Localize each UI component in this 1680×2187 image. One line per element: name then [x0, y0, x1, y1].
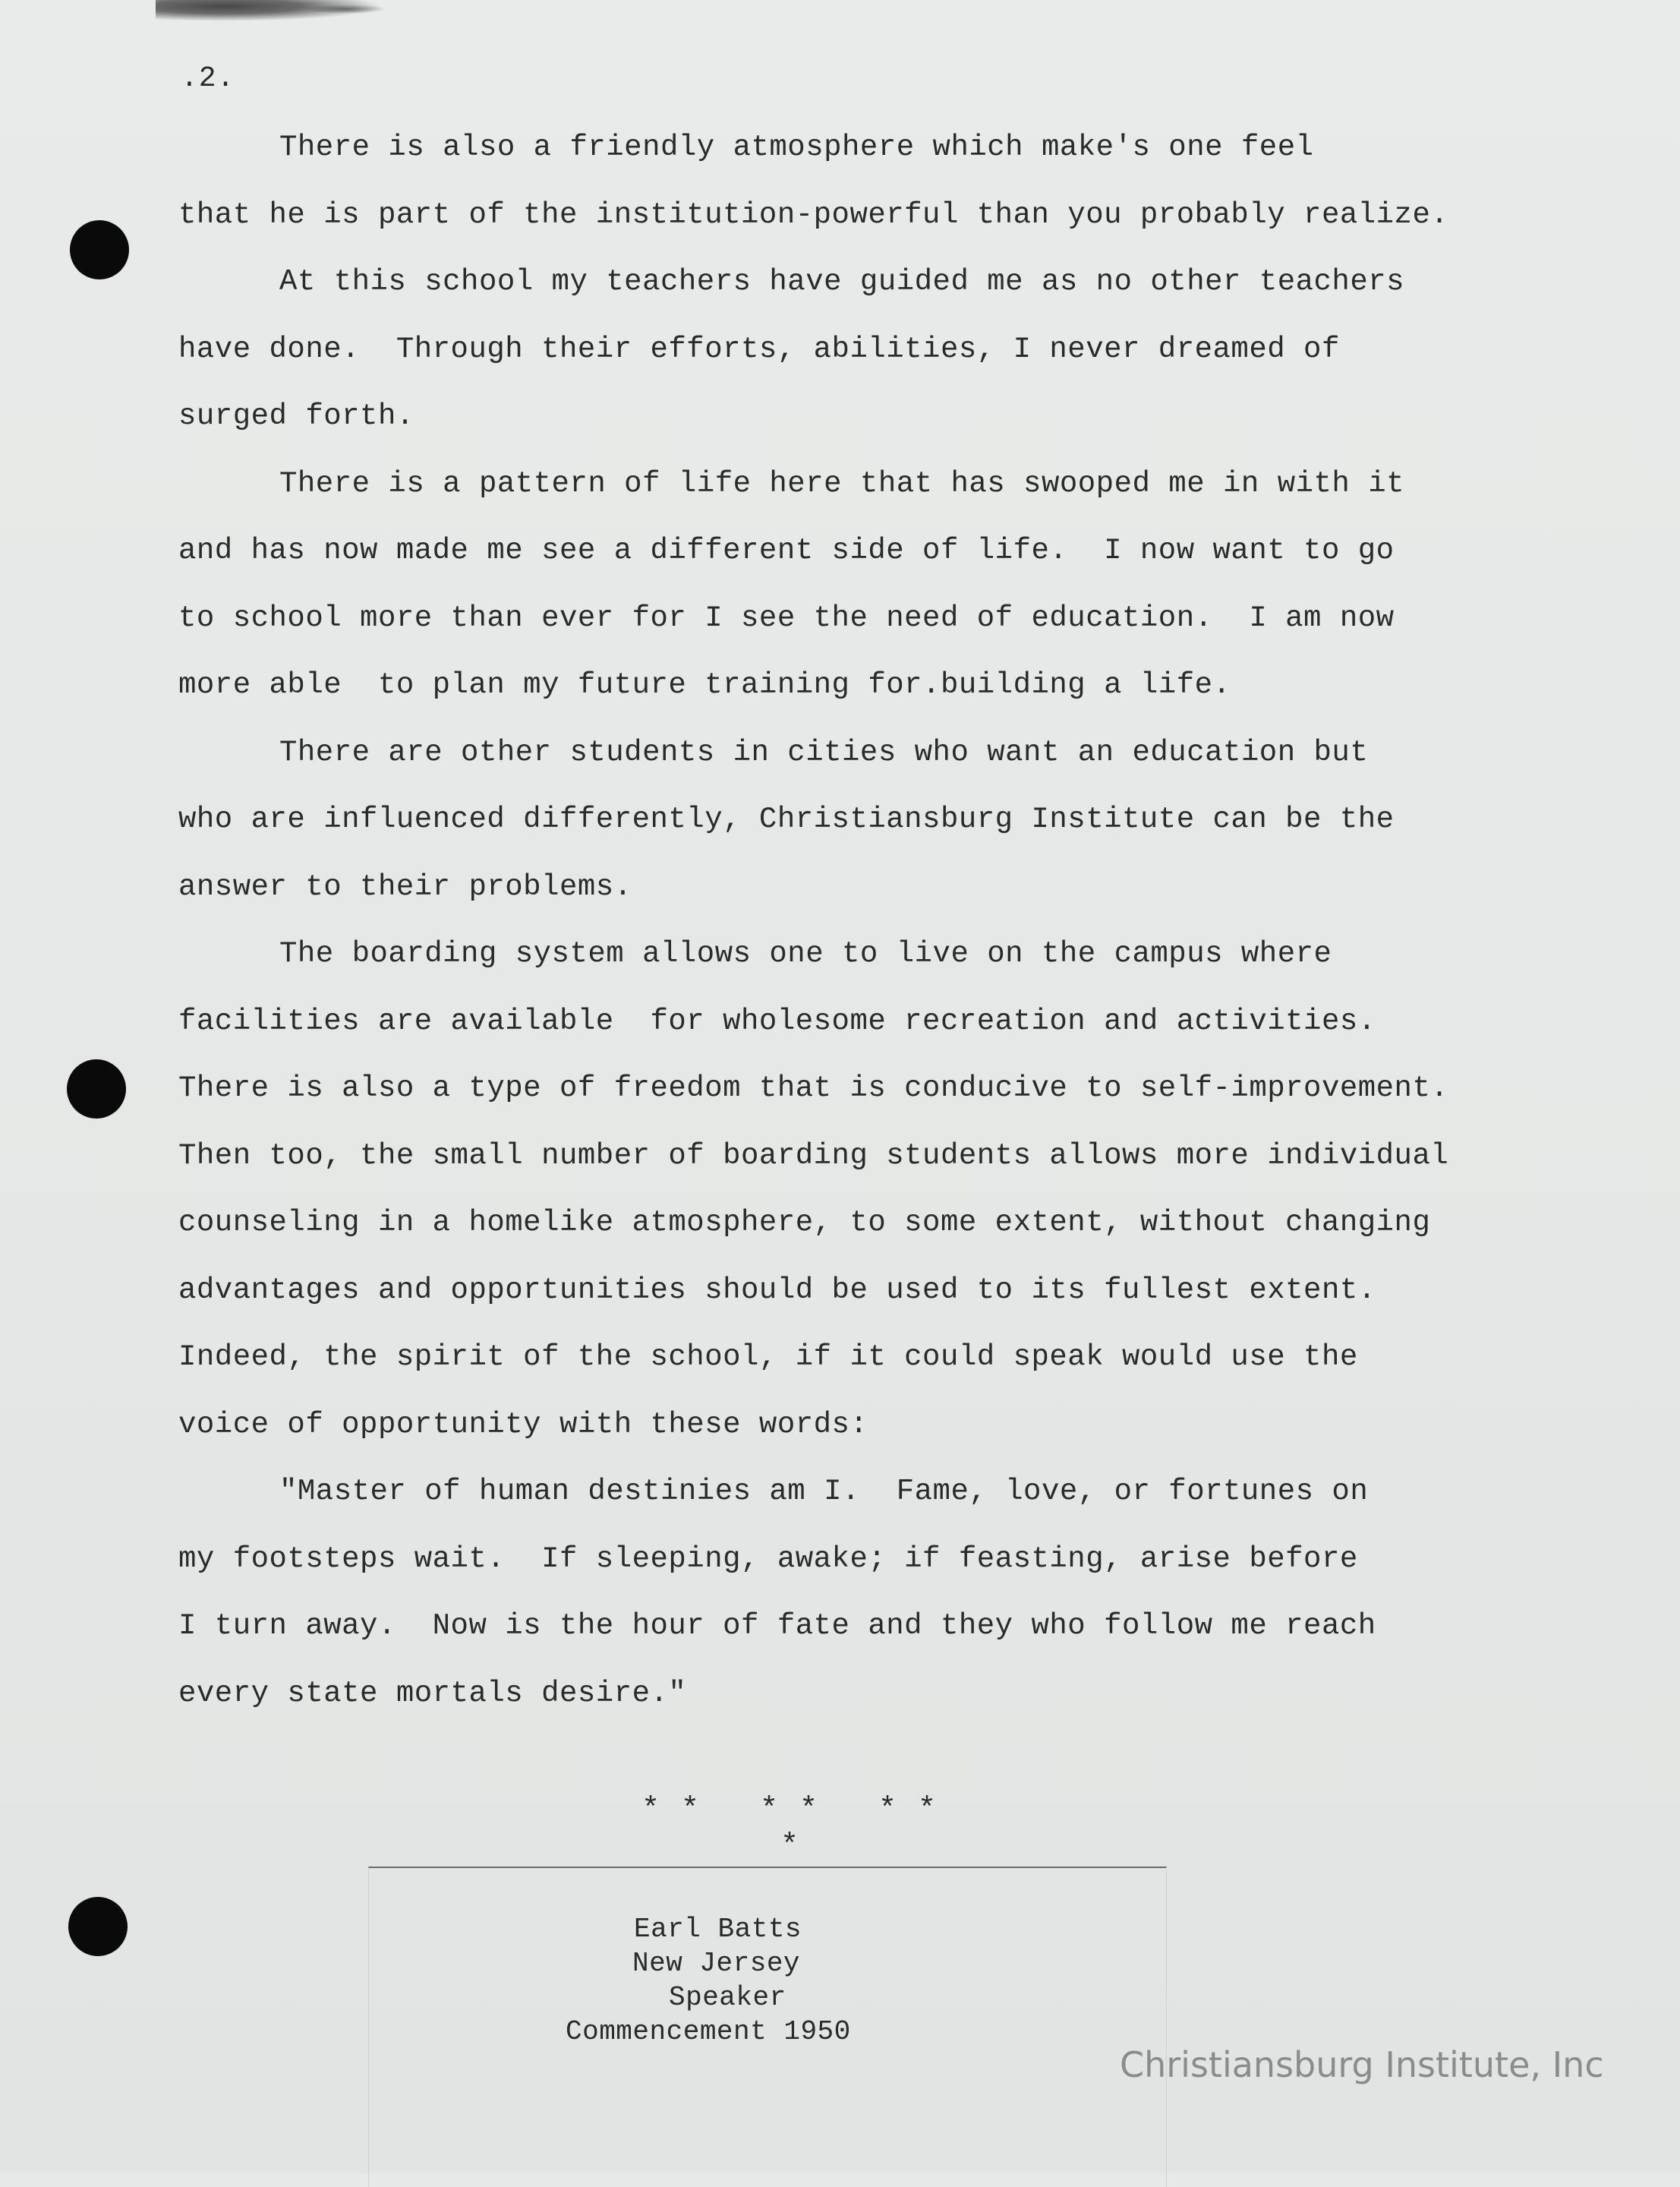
text-line: The boarding system allows one to live on the campus where	[279, 937, 1332, 970]
text-line: There is also a friendly atmosphere which make's one feel	[279, 131, 1314, 164]
speaker-role: Speaker	[669, 1982, 786, 2013]
watermark: Christiansburg Institute, Inc	[1120, 2044, 1604, 2085]
text-line: more able to plan my future training for.building a life.	[178, 668, 1231, 702]
body-text	[178, 114, 1590, 1727]
text-line: answer to their problems.	[178, 869, 632, 904]
paragraph	[178, 248, 1590, 450]
text-line: There are other students in cities who want an education but	[279, 735, 1369, 769]
text-line: There is also a type of freedom that is conducive to self-improvement.	[178, 1071, 1449, 1105]
quotation	[178, 1458, 1590, 1727]
text-line: who are influenced differently, Christiansburg Institute can be the	[178, 803, 1395, 836]
text-line: voice of opportunity with these words:	[178, 1407, 868, 1441]
text-line: Indeed, the spirit of the school, if it could speak would use the	[178, 1340, 1358, 1374]
text-line: surged forth.	[178, 399, 414, 433]
asterisk-divider	[641, 1792, 945, 1865]
text-line: counseling in a homelike atmosphere, to some extent, without changing	[178, 1206, 1431, 1239]
page-number: .2.	[181, 62, 235, 95]
paragraph	[178, 450, 1590, 719]
text-line: There is a pattern of life here that has swooped me in with it	[279, 466, 1405, 500]
paragraph	[178, 920, 1590, 1458]
text-line: At this school my teachers have guided me as no other teachers	[279, 265, 1405, 298]
speaker-name: Earl Batts	[634, 1914, 802, 1945]
text-line: "Master of human destinies am I. Fame, love, or fortunes on	[279, 1475, 1369, 1508]
text-line: have done. Through their efforts, abilities, I never dreamed of	[178, 332, 1340, 366]
divider-row: *	[780, 1829, 801, 1864]
text-line: every state mortals desire."	[178, 1676, 687, 1710]
text-line: facilities are available for wholesome recreation and activities.	[178, 1004, 1376, 1038]
divider-row: * * * * * *	[641, 1793, 938, 1827]
text-line: Then too, the small number of boarding students allows more individual	[178, 1138, 1449, 1172]
text-line: and has now made me see a different side of life. I now want to go	[178, 534, 1395, 567]
ink-smudge	[304, 5, 387, 14]
text-line: advantages and opportunities should be used to its fullest extent.	[178, 1273, 1376, 1307]
paragraph	[178, 114, 1590, 248]
text-line: to school more than ever for I see the need of education. I am now	[178, 601, 1395, 635]
event-label: Commencement 1950	[566, 2016, 851, 2047]
text-line: my footsteps wait. If sleeping, awake; if feasting, arise before	[178, 1542, 1358, 1576]
text-line: I turn away. Now is the hour of fate and they who follow me reach	[178, 1609, 1376, 1643]
punch-hole	[68, 1897, 128, 1956]
speaker-state: New Jersey	[632, 1948, 801, 1979]
paragraph	[178, 719, 1590, 921]
text-line: that he is part of the institution-powerful than you probably realize.	[178, 197, 1449, 232]
signature-block	[566, 1912, 851, 2049]
